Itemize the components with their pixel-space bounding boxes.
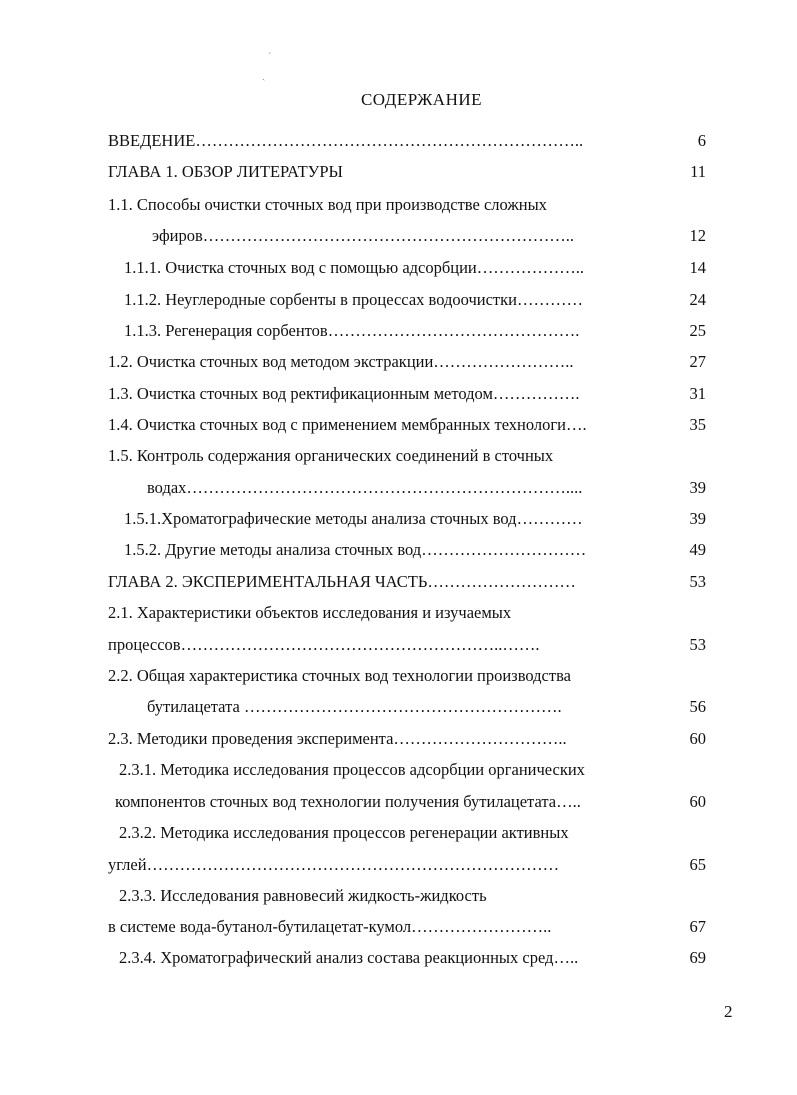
toc-entry-text: 2.3. Методики проведения эксперимента………………………….. [108, 729, 567, 748]
toc-entry-text: ВВЕДЕНИЕ…………………………………………………………….. [108, 131, 584, 150]
toc-entry-page: 6 [697, 131, 706, 150]
toc-entry-text: 1.5.1.Хроматографические методы анализа сточных вод………… [124, 509, 583, 528]
toc-entry-page: 67 [689, 917, 706, 936]
toc-entry-text: углей………………………………………………………………… [108, 855, 560, 874]
toc-entry-text: компонентов сточных вод технологии получения бутилацетата….. [115, 792, 581, 811]
toc-entry-text: 1.3. Очистка сточных вод ректификационным методом……………. [108, 384, 580, 403]
toc-entry-text: 2.3.3. Исследования равновесий жидкость-жидкость [119, 886, 487, 905]
toc-entry-text: 2.1. Характеристики объектов исследования и изучаемых [108, 603, 512, 622]
toc-entry-page: 53 [689, 635, 706, 654]
toc-entry-page: 24 [689, 290, 706, 309]
toc-entry-page: 60 [689, 729, 706, 748]
toc-entry-text: 1.5.2. Другие методы анализа сточных вод………………………… [124, 540, 587, 559]
toc-entry-page: 39 [689, 478, 706, 497]
toc-entry-text: 2.3.2. Методика исследования процессов регенерации активных [119, 823, 569, 842]
toc-entry-page: 27 [689, 352, 706, 371]
toc-entry-page: 53 [689, 572, 706, 591]
toc-entry-page: 56 [689, 697, 706, 716]
toc-entry-text: бутилацетата …………………………………………………. [147, 697, 562, 716]
toc-entry-text: 2.2. Общая характеристика сточных вод технологии производства [108, 666, 571, 685]
toc-entry-text: 1.1. Способы очистки сточных вод при производстве сложных [108, 195, 547, 214]
scan-speck: ˊ [268, 52, 272, 63]
toc-entry-page: 69 [689, 948, 706, 967]
toc-entry-text: 1.2. Очистка сточных вод методом экстракции…………………….. [108, 352, 574, 371]
toc-entry-page: 65 [689, 855, 706, 874]
toc-entry-text: 2.3.1. Методика исследования процессов адсорбции органических [119, 760, 585, 779]
toc-entry-page: 39 [689, 509, 706, 528]
toc-entry-text: 1.4. Очистка сточных вод с применением мембранных технологи…. [108, 415, 587, 434]
toc-entry-text: в системе вода-бутанол-бутилацетат-кумол…………………….. [108, 917, 552, 936]
toc-entry-text: ГЛАВА 2. ЭКСПЕРИМЕНТАЛЬНАЯ ЧАСТЬ……………………… [108, 572, 576, 591]
page-title: СОДЕРЖАНИЕ [360, 90, 483, 109]
toc-entry-text: процессов…………………………………………………..……. [108, 635, 540, 654]
toc-entry-text: 1.5. Контроль содержания органических соединений в сточных [108, 446, 554, 465]
toc-entry-text: ГЛАВА 1. ОБЗОР ЛИТЕРАТУРЫ [108, 162, 343, 181]
toc-entry-text: 1.1.1. Очистка сточных вод с помощью адсорбции……………….. [124, 258, 585, 277]
toc-entry-text: водах…………………………………………………………….... [147, 478, 583, 497]
page-number: 2 [724, 1002, 733, 1021]
toc-entry-page: 31 [689, 384, 706, 403]
toc-entry-text: 1.1.2. Неуглеродные сорбенты в процессах водоочистки………… [124, 290, 583, 309]
toc-entry-page: 12 [689, 226, 706, 245]
toc-entry-page: 14 [689, 258, 706, 277]
toc-entry-page: 60 [689, 792, 706, 811]
toc-entry-page: 25 [689, 321, 706, 340]
toc-entry-page: 49 [689, 540, 706, 559]
toc-entry-page: 11 [690, 162, 706, 181]
toc-entry-page: 35 [689, 415, 706, 434]
toc-entry-text: 2.3.4. Хроматографический анализ состава реакционных сред….. [119, 948, 579, 967]
toc-entry-text: 1.1.3. Регенерация сорбентов………………………………………. [124, 321, 580, 340]
scan-speck: ˎ [262, 70, 266, 81]
toc-entry-text: эфиров………………………………………………………….. [152, 226, 575, 245]
